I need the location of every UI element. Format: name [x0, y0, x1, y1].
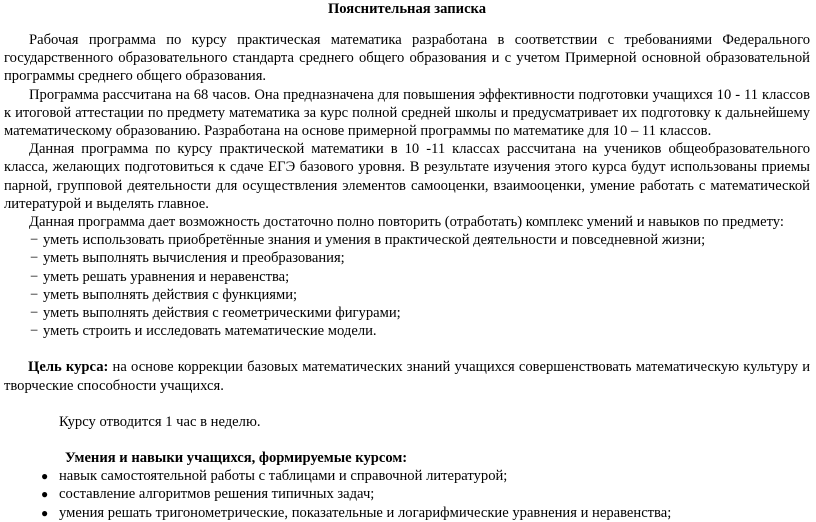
- document-title: Пояснительная записка: [327, 1, 487, 17]
- list-item: − уметь строить и исследовать математические модели.: [30, 323, 377, 340]
- list-item: − уметь выполнять вычисления и преобразования;: [30, 250, 345, 267]
- list-item: − уметь использовать приобретённые знания и умения в практической деятельности и повседневной жизни;: [30, 232, 706, 249]
- dash-marker: −: [30, 305, 39, 322]
- list-item: − уметь решать уравнения и неравенства;: [30, 268, 290, 285]
- paragraph-hours: Программа рассчитана на 68 часов. Она предназначена для повышения эффективности подготовки учащихся 10 - 11 классов к итоговой аттестации по предмету математика за курс полной средней школы и предусматривает их подготовку к дальнейшему математическому образованию. Разработана на основе примерной программы по математике для 10 – 11 классов.: [4, 86, 810, 140]
- paragraph-intro: Рабочая программа по курсу практическая математика разработана в соответствии с требованиями Федерального государственного образовательного стандарта среднего общего образования и с учетом Примерной основной образовательной программы среднего общего образования.: [4, 32, 810, 85]
- spacer: [4, 18, 810, 31]
- list-item: ● составление алгоритмов решения типичных задач;: [41, 486, 375, 503]
- hours-per-week: Курсу отводится 1 час в неделю.: [59, 413, 261, 430]
- dash-marker: −: [30, 323, 39, 340]
- course-goal: [4, 358, 810, 394]
- list-item: − уметь выполнять действия с геометрическими фигурами;: [30, 305, 401, 322]
- spacer: [4, 431, 810, 449]
- goal-label: Цель курса:: [28, 359, 109, 376]
- abilities-heading: Умения и навыки учащихся, формируемые курсом:: [65, 450, 408, 467]
- paragraph-audience: Данная программа по курсу практической математики в 10 -11 классах рассчитана на учеников общеобразовательного класса, желающих подготовиться к сдаче ЕГЭ базового уровня. В результате изучения этого курса будут использованы приемы парной, групповой деятельности для осуществления элементов самооценки, взаимооценки, умение работать с математической литературой и выделять главное.: [4, 141, 810, 212]
- abilities-list: [4, 467, 810, 522]
- dash-marker: −: [30, 268, 39, 285]
- list-item: ● навык самостоятельной работы с таблицами и справочной литературой;: [41, 468, 508, 485]
- spacer: [4, 340, 810, 358]
- spacer: [4, 395, 810, 413]
- bullet-icon: ●: [41, 469, 49, 484]
- bullet-icon: ●: [41, 505, 49, 520]
- goal-text: на основе коррекции базовых математических знаний учащихся совершенствовать математическую культуру и творческие способности учащихся.: [4, 359, 810, 394]
- bullet-icon: ●: [41, 487, 49, 502]
- dash-marker: −: [30, 250, 39, 267]
- paragraph-repeat: Данная программа дает возможность достаточно полно повторить (отработать) комплекс умений и навыков по предмету:: [29, 214, 784, 231]
- dash-marker: −: [30, 286, 39, 303]
- dash-marker: −: [30, 232, 39, 249]
- list-item: − уметь выполнять действия с функциями;: [30, 286, 298, 303]
- list-item: ● умения решать тригонометрические, показательные и логарифмические уравнения и неравенства;: [41, 504, 672, 521]
- skills-list: [4, 231, 810, 340]
